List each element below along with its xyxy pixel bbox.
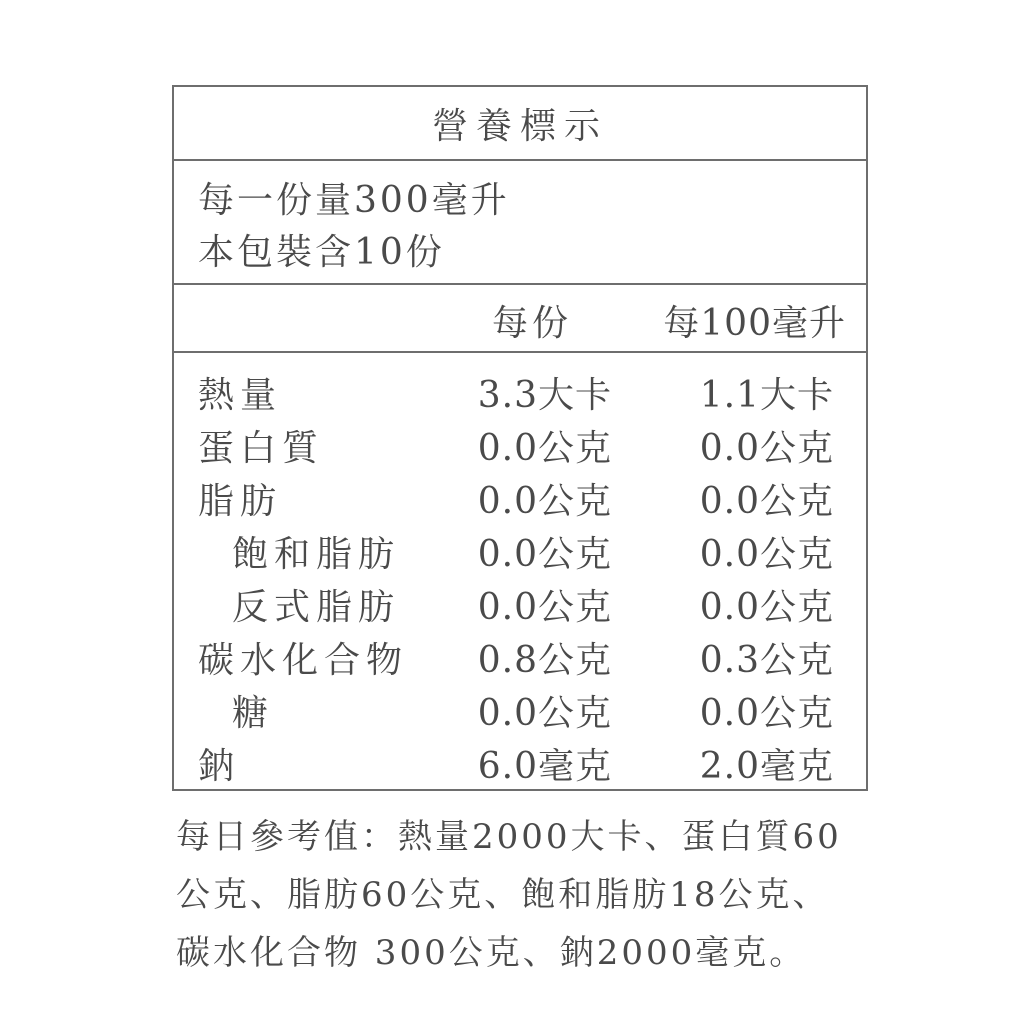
nutrient-per-serving: 0.0公克: [477, 587, 612, 628]
column-header-per-serving: 每份: [492, 303, 573, 344]
nutrient-per-100ml: 0.0公克: [699, 534, 834, 575]
nutrient-name: 碳水化合物: [198, 640, 409, 681]
footnote-line: 公克、脂肪60公克、飽和脂肪18公克、: [176, 875, 830, 915]
nutrient-per-serving: 6.0毫克: [477, 746, 612, 787]
nutrient-name: 鈉: [198, 746, 241, 787]
nutrient-row: [174, 628, 866, 681]
nutrition-label: [172, 85, 868, 791]
nutrient-row: [174, 363, 866, 416]
servings-per-package: 本包裝含10份: [198, 232, 445, 273]
nutrient-name: 熱量: [198, 375, 283, 416]
footnote-line: 每日參考值：熱量2000大卡、蛋白質60: [176, 817, 842, 857]
nutrient-name: 反式脂肪: [232, 587, 401, 628]
nutrient-per-100ml: 0.0公克: [699, 693, 834, 734]
nutrient-per-100ml: 1.1大卡: [699, 375, 834, 416]
nutrient-rows: [174, 353, 866, 787]
nutrient-row: [174, 416, 866, 469]
nutrient-row: [174, 469, 866, 522]
nutrient-per-100ml: 0.0公克: [699, 481, 834, 522]
daily-reference-note: [176, 808, 876, 982]
nutrient-row: [174, 522, 866, 575]
nutrient-per-serving: 0.0公克: [477, 534, 612, 575]
nutrient-per-serving: 0.0公克: [477, 693, 612, 734]
nutrient-row: [174, 575, 866, 628]
nutrient-per-100ml: 0.0公克: [699, 587, 834, 628]
nutrient-name: 脂肪: [198, 481, 283, 522]
serving-size: 每一份量300毫升: [198, 180, 510, 221]
nutrient-per-100ml: 0.3公克: [699, 640, 834, 681]
column-headers: [174, 285, 866, 353]
label-title: [174, 87, 866, 161]
serving-info: [174, 161, 866, 285]
label-title-text: 營養標示: [431, 105, 608, 147]
nutrient-name: 蛋白質: [198, 428, 325, 469]
nutrient-row: [174, 734, 866, 787]
nutrient-per-serving: 0.0公克: [477, 428, 612, 469]
column-header-per-100ml: 每100毫升: [663, 303, 846, 344]
nutrient-name: 飽和脂肪: [232, 534, 401, 575]
footnote-line: 碳水化合物 300公克、鈉2000毫克。: [176, 933, 807, 973]
nutrient-per-serving: 0.0公克: [477, 481, 612, 522]
nutrient-row: [174, 681, 866, 734]
nutrient-per-serving: 3.3大卡: [477, 375, 612, 416]
nutrient-name: 糖: [232, 693, 275, 734]
nutrient-per-100ml: 2.0毫克: [699, 746, 834, 787]
nutrient-per-100ml: 0.0公克: [699, 428, 834, 469]
nutrient-per-serving: 0.8公克: [477, 640, 612, 681]
